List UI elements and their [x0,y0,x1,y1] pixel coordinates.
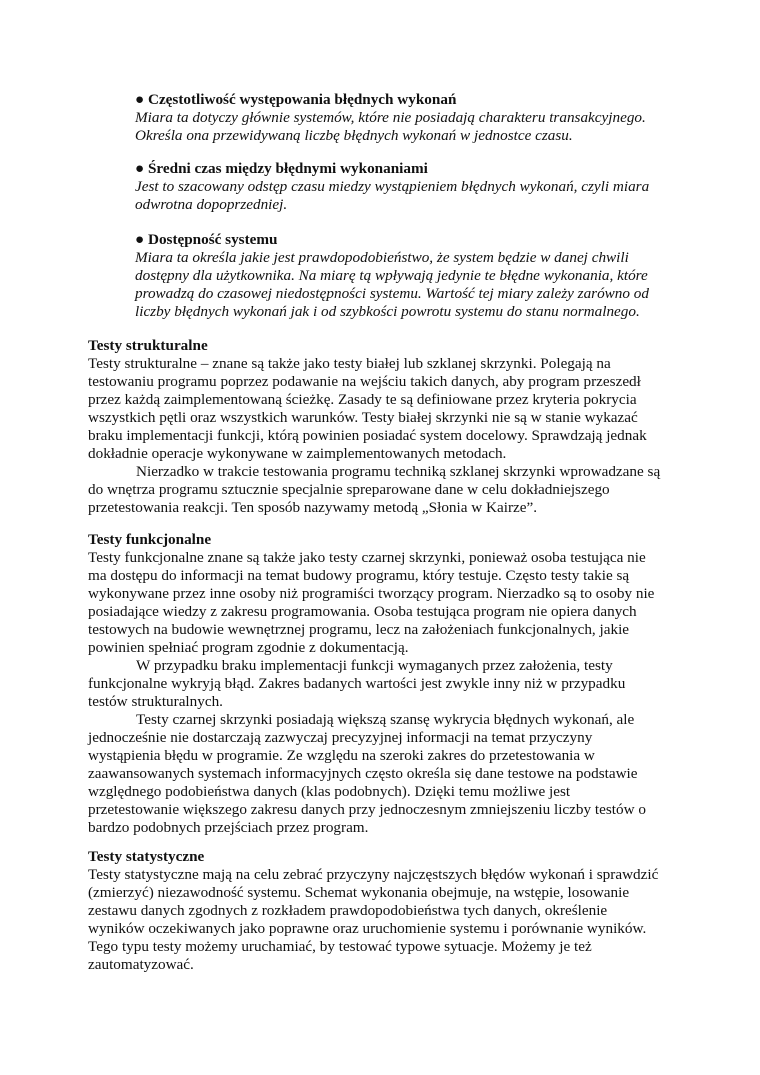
paragraph-line: przetestowanie większego zakresu danych przy jednoczesnym zmniejszeniu liczby testów o [88,801,646,818]
bullet-text-line: Miara ta dotyczy głównie systemów, które nie posiadają charakteru transakcyjnego. [135,109,646,126]
paragraph-line: testowaniu programu poprzez podawanie na wejściu takich danych, aby program przeszedł [88,373,641,390]
paragraph-line: braku implementacji funkcji, którą powinien posiadać system docelowy. Sprawdzają jednak [88,427,647,444]
paragraph-line: testów strukturalnych. [88,693,223,710]
bullet-availability [135,231,649,321]
paragraph-line: Nierzadko w trakcie testowania programu techniką szklanej skrzynki wprowadzane są [136,463,661,480]
section-heading: Testy statystyczne [88,848,205,865]
paragraph-line: Tego typu testy możemy uruchamiać, by testować typowe sytuacje. Możemy je też [88,938,592,955]
paragraph-line: względnego podobieństwa danych (klas podobnych). Dzięki temu możliwe jest [88,783,571,800]
bullet-text-line: Miara ta określa jakie jest prawdopodobieństwo, że system będzie w danej chwili [135,249,629,266]
bullet-frequency [135,91,646,145]
section-heading: Testy funkcjonalne [88,531,212,548]
paragraph-line: wystąpienia błędu w programie. Ze względu na szeroki zakres do przetestowania w [88,747,595,764]
paragraph-line: Testy statystyczne mają na celu zebrać przyczyny najczęstszych błędów wykonań i sprawdzić [88,866,659,883]
section-statistical-tests [88,848,658,974]
section-structural-tests [88,337,660,517]
paragraph-line: Testy czarnej skrzynki posiadają większą szansę wykrycia błędnych wykonań, ale [136,711,635,728]
paragraph-line: wykonywane przez inne osoby niż programiści tworzący program. Nierzadko są to osoby nie [88,585,655,602]
section-functional-tests [88,531,654,837]
bullet-text-line: Określa ona przewidywaną liczbę błędnych wykonań w jednostce czasu. [135,127,573,144]
paragraph-line: zautomatyzować. [88,956,194,973]
paragraph-line: (zmierzyć) niezawodność systemu. Schemat wykonania obejmuje, na wstępie, losowanie [88,884,630,901]
paragraph-line: W przypadku braku implementacji funkcji wymaganych przez założenia, testy [136,657,613,674]
paragraph-line: testowych na budowie wewnętrznej programu, lecz na założeniach funkcjonalnych, jakie [88,621,630,638]
paragraph-line: zestawu danych zgodnych z rozkładem prawdopodobieństwa tych danych, określenie [88,902,608,919]
bullet-text-line: Jest to szacowany odstęp czasu miedzy wystąpieniem błędnych wykonań, czyli miara [135,178,650,195]
paragraph-line: przetestowania reakcji. Ten sposób nazywamy metodą „Słonia w Kairze”. [88,499,538,516]
bullet-heading: ● Dostępność systemu [135,231,278,248]
bullet-heading: ● Średni czas między błędnymi wykonaniami [135,160,428,177]
paragraph-line: bardzo podobnych przejściach przez program. [88,819,369,836]
paragraph-line: wyników oczekiwanych jako poprawne oraz uruchomienie systemu i porównanie wyników. [88,920,647,937]
paragraph-line: dokładnie operacje wykonywane w zaimplementowanych metodach. [88,445,507,462]
section-heading: Testy strukturalne [88,337,208,354]
bullet-mean-time [135,160,649,214]
paragraph-line: Testy strukturalne – znane są także jako testy białej lub szklanej skrzynki. Polegają na [88,355,611,372]
bullet-text-line: liczby błędnych wykonań jak i od szybkości powrotu systemu do stanu normalnego. [135,303,640,320]
paragraph-line: funkcjonalne wykryją błąd. Zakres badanych wartości jest zwykle inny niż w przypadku [88,675,626,692]
paragraph-line: powinien spełniać program zgodnie z dokumentacją. [88,639,409,656]
paragraph-line: wszystkich pętli oraz wszystkich warunków. Testy białej skrzynki nie są w stanie wykazać [88,409,638,426]
paragraph-line: posiadające wiedzy z zakresu programowania. Osoba testująca program nie opiera danych [88,603,637,620]
paragraph-line: ma dostępu do informacji na temat budowy programu, który testuje. Często testy takie są [88,567,630,584]
paragraph-line: Testy funkcjonalne znane są także jako testy czarnej skrzynki, ponieważ osoba testująca nie [88,549,646,566]
bullet-text-line: dostępny dla użytkownika. Na miarę tą wpływają jedynie te błędne wykonania, które [135,267,648,284]
paragraph-line: przez każdą zaimplementowaną ścieżkę. Zasady te są definiowane przez kryteria pokrycia [88,391,637,408]
bullet-text-line: prowadzą do czasowej niedostępności systemu. Wartość tej miary zależy zarówno od [135,285,649,302]
paragraph-line: jednocześnie nie dostarczają zazwyczaj precyzyjnej informacji na temat przyczyny [88,729,593,746]
paragraph-line: zaawansowanych systemach informacyjnych często określa się dane testowe na podstawie [88,765,638,782]
bullet-text-line: odwrotna dopoprzedniej. [135,196,288,213]
bullet-heading: ● Częstotliwość występowania błędnych wykonań [135,91,457,108]
paragraph-line: do wnętrza programu sztucznie specjalnie spreparowane dane w celu dokładniejszego [88,481,610,498]
